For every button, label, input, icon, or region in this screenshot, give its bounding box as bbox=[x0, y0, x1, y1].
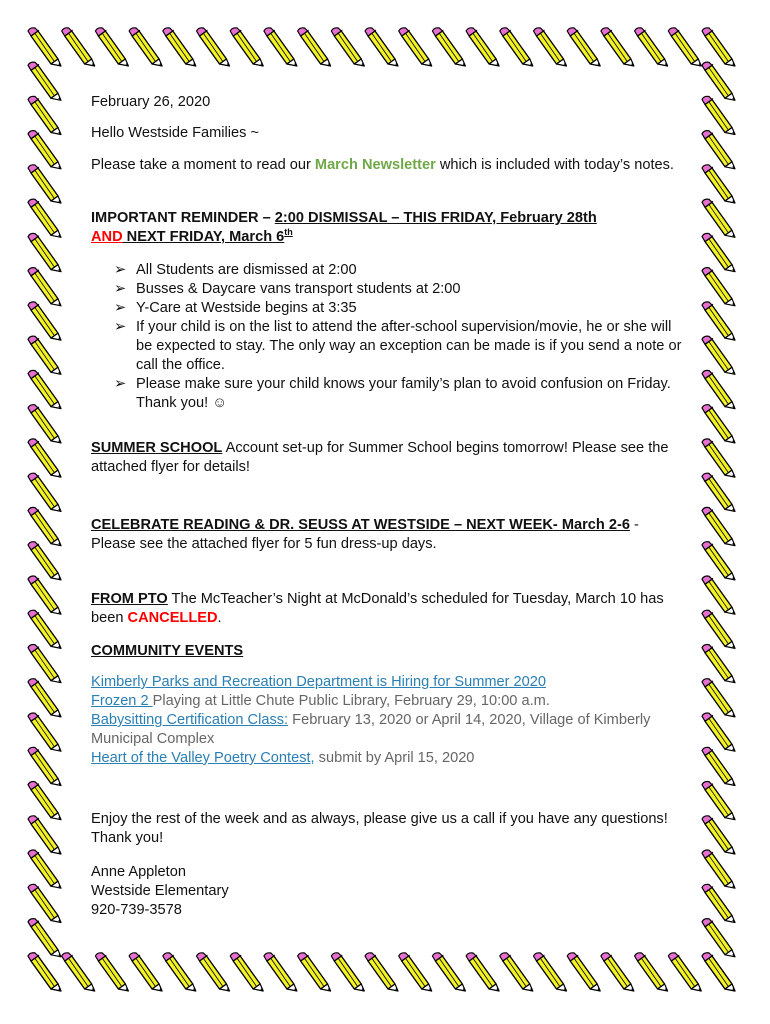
pencil-icon bbox=[62, 953, 95, 991]
pencil-icon bbox=[702, 439, 735, 477]
pencil-icon bbox=[365, 953, 398, 991]
pencil-icon bbox=[702, 542, 735, 580]
pencil-icon bbox=[28, 747, 61, 785]
pencil-icon bbox=[365, 28, 398, 66]
pencil-icon bbox=[702, 199, 735, 237]
pencil-icon bbox=[702, 679, 735, 717]
pencil-icon bbox=[28, 28, 61, 66]
pencil-icon bbox=[28, 473, 61, 511]
pencil-icon bbox=[163, 28, 196, 66]
summer-school-heading: SUMMER SCHOOL bbox=[91, 440, 223, 456]
pencil-icon bbox=[702, 953, 735, 991]
pencil-icon bbox=[163, 953, 196, 991]
pencil-icon bbox=[197, 28, 230, 66]
arrow-bullet-icon: ➢ bbox=[114, 262, 127, 278]
dr-seuss-paragraph bbox=[91, 516, 681, 554]
cancelled-label: CANCELLED bbox=[127, 610, 218, 626]
pencil-icon bbox=[702, 645, 735, 683]
arrow-bullet-icon: ➢ bbox=[114, 281, 127, 297]
event-text-poetry-contest: submit by April 15, 2020 bbox=[314, 750, 475, 766]
pencil-icon bbox=[230, 953, 263, 991]
pencil-icon bbox=[28, 268, 61, 306]
pencil-icon bbox=[702, 576, 735, 614]
event-link-poetry-contest[interactable]: Heart of the Valley Poetry Contest, bbox=[91, 750, 315, 766]
pencil-icon bbox=[28, 816, 61, 854]
event-text-frozen-2: Playing at Little Chute Public Library, February 29, 10:00 a.m. bbox=[152, 693, 550, 709]
pencil-icon bbox=[702, 850, 735, 888]
event-link-frozen-2[interactable]: Frozen 2 bbox=[91, 693, 153, 709]
pencil-icon bbox=[28, 370, 61, 408]
pencil-icon bbox=[702, 816, 735, 854]
pencil-icon bbox=[466, 28, 499, 66]
pencil-icon bbox=[702, 165, 735, 203]
pencil-icon bbox=[331, 28, 364, 66]
reminder-bullet: ➢ All Students are dismissed at 2:00 bbox=[114, 262, 357, 278]
pencil-icon bbox=[28, 953, 61, 991]
pencil-icon bbox=[28, 850, 61, 888]
arrow-bullet-icon: ➢ bbox=[114, 319, 127, 335]
intro-text-end: which is included with today’s notes. bbox=[435, 157, 674, 173]
pencil-icon bbox=[129, 953, 162, 991]
signature-block bbox=[91, 863, 681, 920]
pencil-icon bbox=[534, 28, 567, 66]
greeting: Hello Westside Families ~ bbox=[91, 125, 260, 141]
pencil-icon bbox=[567, 28, 600, 66]
pencil-icon bbox=[702, 302, 735, 340]
event-text-babysitting: February 13, 2020 or April 14, 2020, Village of Kimberly Municipal Complex bbox=[91, 712, 651, 747]
letter-date: February 26, 2020 bbox=[91, 94, 211, 110]
pencil-icon bbox=[702, 713, 735, 751]
pencil-icon bbox=[567, 953, 600, 991]
pto-heading: FROM PTO bbox=[91, 591, 168, 607]
reminder-bullet: ➢ Y-Care at Westside begins at 3:35 bbox=[114, 300, 357, 316]
pencil-icon bbox=[28, 576, 61, 614]
pencil-icon bbox=[601, 953, 634, 991]
signature-name: Anne Appleton bbox=[91, 864, 186, 880]
pencil-icon bbox=[28, 782, 61, 820]
pencil-icon bbox=[28, 336, 61, 374]
pencil-icon bbox=[264, 953, 297, 991]
arrow-bullet-icon: ➢ bbox=[114, 376, 127, 392]
pencil-icon bbox=[601, 28, 634, 66]
pencil-icon bbox=[702, 610, 735, 648]
pencil-icon bbox=[28, 233, 61, 271]
reminder-and: AND bbox=[91, 229, 123, 245]
pencil-icon bbox=[635, 28, 668, 66]
pencil-icon bbox=[702, 62, 735, 100]
pencil-icon bbox=[668, 953, 701, 991]
pencil-icon bbox=[28, 884, 61, 922]
pencil-icon bbox=[702, 919, 735, 957]
intro-text: Please take a moment to read our bbox=[91, 157, 315, 173]
pencil-icon bbox=[500, 953, 533, 991]
pencil-icon bbox=[28, 131, 61, 169]
pencil-icon bbox=[28, 62, 61, 100]
pencil-icon bbox=[702, 131, 735, 169]
dr-seuss-text: - Please see the attached flyer for 5 fun dress-up days. bbox=[91, 517, 639, 552]
reminder-bullet: ➢ Please make sure your child knows your family’s plan to avoid confusion on Friday. Thank you! ☺ bbox=[114, 376, 671, 411]
pencil-icon bbox=[702, 747, 735, 785]
pencil-icon bbox=[28, 679, 61, 717]
reminder-bullet: ➢ Busses & Daycare vans transport students at 2:00 bbox=[114, 281, 461, 297]
intro-paragraph bbox=[91, 156, 681, 175]
closing-paragraph: Enjoy the rest of the week and as always, please give us a call if you have any questions! Thank you! bbox=[91, 811, 668, 846]
march-newsletter-highlight: March Newsletter bbox=[314, 157, 436, 173]
signature-phone: 920-739-3578 bbox=[91, 902, 182, 918]
summer-school-text: Account set-up for Summer School begins tomorrow! Please see the attached flyer for details! bbox=[91, 440, 669, 475]
reminder-next-friday: NEXT FRIDAY, March 6 bbox=[122, 229, 285, 245]
pencil-icon bbox=[28, 713, 61, 751]
event-link-babysitting[interactable]: Babysitting Certification Class: bbox=[91, 712, 289, 728]
pencil-icon bbox=[500, 28, 533, 66]
community-events-heading: COMMUNITY EVENTS bbox=[91, 643, 244, 659]
pencil-icon bbox=[28, 302, 61, 340]
pencil-icon bbox=[432, 953, 465, 991]
pencil-icon bbox=[28, 165, 61, 203]
pencil-icon bbox=[399, 953, 432, 991]
pencil-icon bbox=[197, 953, 230, 991]
reminder-bullet: ➢ If your child is on the list to attend the after-school supervision/movie, he or she will be expected to stay. The only way an exception can be made is if you send a note or call the office. bbox=[114, 319, 682, 373]
arrow-bullet-icon: ➢ bbox=[114, 300, 127, 316]
pencil-icon bbox=[95, 28, 128, 66]
pencil-icon bbox=[702, 370, 735, 408]
pencil-icon bbox=[28, 199, 61, 237]
pencil-icon bbox=[702, 782, 735, 820]
pencil-icon bbox=[28, 439, 61, 477]
pencil-icon bbox=[331, 953, 364, 991]
pencil-icon bbox=[264, 28, 297, 66]
important-reminder-heading bbox=[91, 209, 681, 247]
dr-seuss-heading: CELEBRATE READING & DR. SEUSS AT WESTSIDE – NEXT WEEK- March 2-6 bbox=[91, 517, 630, 533]
reminder-dismissal-date: 2:00 DISMISSAL – THIS FRIDAY, February 28th bbox=[274, 210, 597, 226]
pencil-icon bbox=[28, 919, 61, 957]
pto-text: The McTeacher’s Night at McDonald’s scheduled for Tuesday, March 10 has been bbox=[91, 591, 664, 626]
pencil-icon bbox=[702, 233, 735, 271]
event-link-kimberly-parks[interactable]: Kimberly Parks and Recreation Department is Hiring for Summer 2020 bbox=[91, 674, 547, 690]
pencil-icon bbox=[62, 28, 95, 66]
pencil-icon bbox=[432, 28, 465, 66]
summer-school-paragraph bbox=[91, 439, 681, 477]
pencil-icon bbox=[28, 610, 61, 648]
pencil-icon bbox=[28, 405, 61, 443]
pencil-icon bbox=[28, 645, 61, 683]
pencil-icon bbox=[466, 953, 499, 991]
signature-school: Westside Elementary bbox=[91, 883, 229, 899]
pencil-icon bbox=[28, 542, 61, 580]
pencil-icon bbox=[28, 96, 61, 134]
pencil-icon bbox=[95, 953, 128, 991]
pencil-icon bbox=[702, 96, 735, 134]
community-events-list bbox=[91, 673, 681, 768]
reminder-sup: th bbox=[284, 227, 293, 237]
pencil-icon bbox=[702, 268, 735, 306]
reminder-bullet-list bbox=[114, 261, 684, 413]
pencil-icon bbox=[702, 28, 735, 66]
pencil-icon bbox=[129, 28, 162, 66]
pencil-icon bbox=[702, 473, 735, 511]
pencil-icon bbox=[702, 405, 735, 443]
pencil-icon bbox=[534, 953, 567, 991]
reminder-lead: IMPORTANT REMINDER – bbox=[91, 210, 275, 226]
pto-paragraph: FROM PTO The McTeacher’s Night at McDonald’s scheduled for Tuesday, March 10 has been CANCELLED. bbox=[91, 591, 664, 626]
pencil-icon bbox=[702, 507, 735, 545]
pencil-icon bbox=[399, 28, 432, 66]
pencil-icon bbox=[230, 28, 263, 66]
pencil-icon bbox=[702, 884, 735, 922]
pencil-icon bbox=[702, 336, 735, 374]
pencil-icon bbox=[668, 28, 701, 66]
pencil-icon bbox=[28, 507, 61, 545]
pencil-icon bbox=[298, 28, 331, 66]
pencil-icon bbox=[635, 953, 668, 991]
pencil-icon bbox=[298, 953, 331, 991]
